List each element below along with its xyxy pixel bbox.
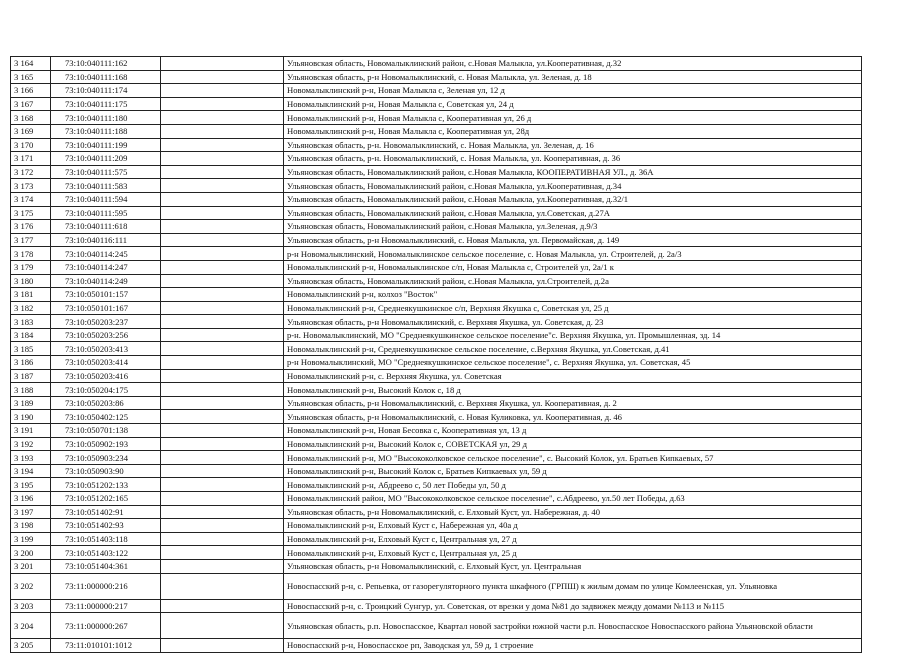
table-row [11,410,862,424]
table-row [11,492,862,506]
table-row [11,342,862,356]
empty-cell [161,519,284,533]
empty-cell [161,410,284,424]
row-number: 3 184 [11,328,51,342]
empty-cell [161,505,284,519]
address: Ульяновская область, Новомалыклинский район, с.Новая Малыкла, ул.Кооперативная, д.32/1 [284,192,862,206]
empty-cell [161,84,284,98]
table-row [11,260,862,274]
table-row [11,519,862,533]
empty-cell [161,124,284,138]
address: Новомалыклинский р-н, колхоз "Восток" [284,288,862,302]
cadastral-number: 73:10:040111:175 [51,97,161,111]
row-number: 3 193 [11,451,51,465]
empty-cell [161,573,284,599]
row-number: 3 190 [11,410,51,424]
table-row [11,179,862,193]
table-row [11,383,862,397]
address: Ульяновская область, р-н. Новомалыклинский, с. Новая Малыкла, ул. Зеленая, д. 16 [284,138,862,152]
row-number: 3 204 [11,613,51,639]
cadastral-number: 73:10:050204:175 [51,383,161,397]
table-row [11,478,862,492]
cadastral-number: 73:10:050101:167 [51,301,161,315]
cadastral-number: 73:10:040111:168 [51,70,161,84]
table-row [11,138,862,152]
table-row [11,639,862,653]
empty-cell [161,383,284,397]
cadastral-number: 73:10:050101:157 [51,288,161,302]
table-row [11,464,862,478]
table-body [11,57,862,653]
empty-cell [161,97,284,111]
address: Ульяновская область, р-н Новомалыклинский, с. Елховый Куст, ул. Набережная, д. 40 [284,505,862,519]
empty-cell [161,546,284,560]
table-row [11,315,862,329]
empty-cell [161,206,284,220]
cadastral-number: 73:10:040111:199 [51,138,161,152]
cadastral-number: 73:10:040111:583 [51,179,161,193]
empty-cell [161,424,284,438]
cadastral-number: 73:10:040111:595 [51,206,161,220]
row-number: 3 171 [11,152,51,166]
cadastral-number: 73:10:040114:249 [51,274,161,288]
address: Новомалыклинский р-н, с. Верхняя Якушка, ул. Советская [284,369,862,383]
table-row [11,301,862,315]
row-number: 3 194 [11,464,51,478]
row-number: 3 166 [11,84,51,98]
row-number: 3 173 [11,179,51,193]
table-row [11,111,862,125]
address: Новомалыклинский р-н, Елховый Куст с, Центральная ул, 25 д [284,546,862,560]
address: Ульяновская область, Новомалыклинский район, с.Новая Малыкла, ул.Зеленая, д.9/3 [284,220,862,234]
row-number: 3 176 [11,220,51,234]
address: Ульяновская область, р.п. Новоспасское, Квартал новой застройки южной части р.п. Новоспасское Новоспасского района Ульяновской области [284,613,862,639]
row-number: 3 191 [11,424,51,438]
address: Новомалыклинский р-н, Среднеякушкинское с/п, Верхняя Якушка с, Советская ул, 25 д [284,301,862,315]
empty-cell [161,274,284,288]
table-row [11,532,862,546]
row-number: 3 169 [11,124,51,138]
cadastral-number: 73:10:050203:256 [51,328,161,342]
row-number: 3 187 [11,369,51,383]
cadastral-number: 73:11:000000:217 [51,599,161,613]
empty-cell [161,165,284,179]
row-number: 3 188 [11,383,51,397]
cadastral-number: 73:10:051402:91 [51,505,161,519]
cadastral-number: 73:11:000000:267 [51,613,161,639]
address: Ульяновская область, р-н Новомалыклинский, с. Новая Куликовка, ул. Кооперативная, д. 46 [284,410,862,424]
table-row [11,288,862,302]
cadastral-number: 73:10:050203:413 [51,342,161,356]
cadastral-number: 73:10:051404:361 [51,559,161,573]
row-number: 3 164 [11,57,51,71]
empty-cell [161,138,284,152]
row-number: 3 168 [11,111,51,125]
empty-cell [161,315,284,329]
address: Ульяновская область, р-н Новомалыклинский, с. Новая Малыкла, ул. Зеленая, д. 18 [284,70,862,84]
table-row [11,559,862,573]
row-number: 3 192 [11,437,51,451]
cadastral-number: 73:10:040111:174 [51,84,161,98]
address: Ульяновская область, Новомалыклинский район, с.Новая Малыкла, ул.Кооперативная, д.32 [284,57,862,71]
cadastral-number: 73:10:040114:245 [51,247,161,261]
cadastral-number: 73:10:050902:193 [51,437,161,451]
row-number: 3 174 [11,192,51,206]
row-number: 3 198 [11,519,51,533]
table-row [11,84,862,98]
cadastral-number: 73:10:040114:247 [51,260,161,274]
cadastral-number: 73:10:040111:575 [51,165,161,179]
address: Новомалыклинский р-н, Елховый Куст с, Центральная ул, 27 д [284,532,862,546]
table-row [11,70,862,84]
address: Новомалыклинский р-н, Высокий Колок с, 18 д [284,383,862,397]
row-number: 3 185 [11,342,51,356]
table-row [11,613,862,639]
table-row [11,599,862,613]
table-row [11,451,862,465]
empty-cell [161,57,284,71]
row-number: 3 202 [11,573,51,599]
row-number: 3 170 [11,138,51,152]
cadastral-number: 73:10:040116:111 [51,233,161,247]
address: р-н. Новомалыклинский, МО "Среднеякушкинское сельское поселение"с. Верхняя Якушка, ул. Промышленная, зд. 14 [284,328,862,342]
row-number: 3 180 [11,274,51,288]
cadastral-number: 73:10:040111:594 [51,192,161,206]
address: Новомалыклинский р-н, Высокий Колок с, СОВЕТСКАЯ ул, 29 д [284,437,862,451]
table-row [11,424,862,438]
empty-cell [161,247,284,261]
table-row [11,206,862,220]
row-number: 3 172 [11,165,51,179]
row-number: 3 186 [11,356,51,370]
empty-cell [161,396,284,410]
empty-cell [161,233,284,247]
empty-cell [161,492,284,506]
row-number: 3 197 [11,505,51,519]
empty-cell [161,478,284,492]
row-number: 3 196 [11,492,51,506]
cadastral-number: 73:10:040111:209 [51,152,161,166]
empty-cell [161,369,284,383]
address: Ульяновская область, Новомалыклинский район, с.Новая Малыкла, КООПЕРАТИВНАЯ УЛ., д. 36А [284,165,862,179]
empty-cell [161,288,284,302]
cadastral-number: 73:10:051202:165 [51,492,161,506]
row-number: 3 165 [11,70,51,84]
empty-cell [161,559,284,573]
empty-cell [161,220,284,234]
cadastral-number: 73:10:040111:618 [51,220,161,234]
row-number: 3 189 [11,396,51,410]
table-row [11,220,862,234]
table-row [11,396,862,410]
address: Новоспасский р-н, с. Троицкий Сунгур, ул. Советская, от врезки у дома №81 до задвижек между домами №113 и №115 [284,599,862,613]
address: р-н Новомалыклинский, Новомалыклинское сельское поселение, с. Новая Малыкла, ул. Строителей, д. 2а/3 [284,247,862,261]
cadastral-number: 73:10:050203:86 [51,396,161,410]
address: Ульяновская область, р-н Новомалыклинский, с. Верхняя Якушка, ул. Кооперативная, д. 2 [284,396,862,410]
row-number: 3 201 [11,559,51,573]
row-number: 3 175 [11,206,51,220]
row-number: 3 181 [11,288,51,302]
table-row [11,369,862,383]
address: Ульяновская область, р-н. Новомалыклинский, с. Новая Малыкла, ул. Кооперативная, д. 36 [284,152,862,166]
address: Ульяновская область, р-н Новомалыклинский, с. Елховый Куст, ул. Центральная [284,559,862,573]
cadastral-number: 73:10:051403:122 [51,546,161,560]
empty-cell [161,532,284,546]
address: Новоспасский р-н, с. Репьевка, от газорегуляторного пункта шкафного (ГРПШ) к жилым домам по улице Комлеенская, ул. Ульяновка [284,573,862,599]
cadastral-number: 73:10:050701:138 [51,424,161,438]
cadastral-number: 73:10:040111:188 [51,124,161,138]
table-row [11,274,862,288]
address: Ульяновская область, Новомалыклинский район, с.Новая Малыкла, ул.Кооперативная, д.34 [284,179,862,193]
cadastral-number: 73:10:040111:162 [51,57,161,71]
row-number: 3 205 [11,639,51,653]
address: Ульяновская область, р-н Новомалыклинский, с. Новая Малыкла, ул. Первомайская, д. 149 [284,233,862,247]
address: Ульяновская область, Новомалыклинский район, с.Новая Малыкла, ул.Советская, д.27А [284,206,862,220]
cadastral-number: 73:10:051402:93 [51,519,161,533]
cadastral-number: 73:10:040111:180 [51,111,161,125]
table-row [11,192,862,206]
table-row [11,97,862,111]
table-row [11,233,862,247]
empty-cell [161,437,284,451]
table-row [11,165,862,179]
empty-cell [161,613,284,639]
address: Новомалыклинский р-н, Среднеякушкинское сельское поселение, с.Верхняя Якушка, ул.Советская, д.41 [284,342,862,356]
row-number: 3 199 [11,532,51,546]
empty-cell [161,260,284,274]
cadastral-number: 73:10:050903:90 [51,464,161,478]
address: Новомалыклинский район, МО "Высококолковское сельское поселение", с.Абдреево, ул.50 лет Победы, д.63 [284,492,862,506]
row-number: 3 182 [11,301,51,315]
empty-cell [161,451,284,465]
empty-cell [161,301,284,315]
table-row [11,505,862,519]
address: Ульяновская область, Новомалыклинский район, с.Новая Малыкла, ул.Строителей, д.2а [284,274,862,288]
row-number: 3 167 [11,97,51,111]
row-number: 3 179 [11,260,51,274]
empty-cell [161,152,284,166]
empty-cell [161,328,284,342]
address: Новомалыклинский р-н, Новая Бесовка с, Кооперативная ул, 13 д [284,424,862,438]
empty-cell [161,464,284,478]
address: Новомалыклинский р-н, Абдреево с, 50 лет Победы ул, 50 д [284,478,862,492]
row-number: 3 178 [11,247,51,261]
cadastral-number: 73:11:000000:216 [51,573,161,599]
address: Новомалыклинский р-н, Новая Малыкла с, Советская ул, 24 д [284,97,862,111]
address: Ульяновская область, р-н Новомалыклинский, с. Верхняя Якушка, ул. Советская, д. 23 [284,315,862,329]
row-number: 3 203 [11,599,51,613]
cadastral-number: 73:11:010101:1012 [51,639,161,653]
table-row [11,356,862,370]
empty-cell [161,70,284,84]
property-table [10,56,862,653]
empty-cell [161,111,284,125]
cadastral-number: 73:10:050402:125 [51,410,161,424]
empty-cell [161,356,284,370]
table-row [11,437,862,451]
row-number: 3 183 [11,315,51,329]
table-row [11,573,862,599]
cadastral-number: 73:10:050203:237 [51,315,161,329]
table-row [11,57,862,71]
address: Новомалыклинский р-н, Новомалыклинское с/п, Новая Малыкла с, Строителей ул, 2а/1 к [284,260,862,274]
empty-cell [161,599,284,613]
address: р-н Новомалыклинский, МО "Среднеякушкинское сельское поселение", с. Верхняя Якушка, ул. Советская, 45 [284,356,862,370]
table-row [11,546,862,560]
cadastral-number: 73:10:050203:416 [51,369,161,383]
address: Новомалыклинский р-н, МО "Высококолковское сельское поселение", с. Высокий Колок, ул. Братьев Кипкаевых, 57 [284,451,862,465]
empty-cell [161,342,284,356]
empty-cell [161,192,284,206]
table-row [11,328,862,342]
table-row [11,152,862,166]
cadastral-number: 73:10:051202:133 [51,478,161,492]
address: Новомалыклинский р-н, Новая Малыкла с, Зеленая ул, 12 д [284,84,862,98]
address: Новомалыклинский р-н, Высокий Колок с, Братьев Кипкаевых ул, 59 д [284,464,862,478]
empty-cell [161,639,284,653]
address: Новоспасский р-н, Новоспасское рп, Заводская ул, 59 д, 1 строение [284,639,862,653]
empty-cell [161,179,284,193]
address: Новомалыклинский р-н, Новая Малыкла с, Кооперативная ул, 26 д [284,111,862,125]
cadastral-number: 73:10:050903:234 [51,451,161,465]
row-number: 3 177 [11,233,51,247]
row-number: 3 195 [11,478,51,492]
table-row [11,247,862,261]
cadastral-number: 73:10:050203:414 [51,356,161,370]
row-number: 3 200 [11,546,51,560]
cadastral-number: 73:10:051403:118 [51,532,161,546]
address: Новомалыклинский р-н, Елховый Куст с, Набережная ул, 40а д [284,519,862,533]
address: Новомалыклинский р-н, Новая Малыкла с, Кооперативная ул, 28д [284,124,862,138]
table-row [11,124,862,138]
